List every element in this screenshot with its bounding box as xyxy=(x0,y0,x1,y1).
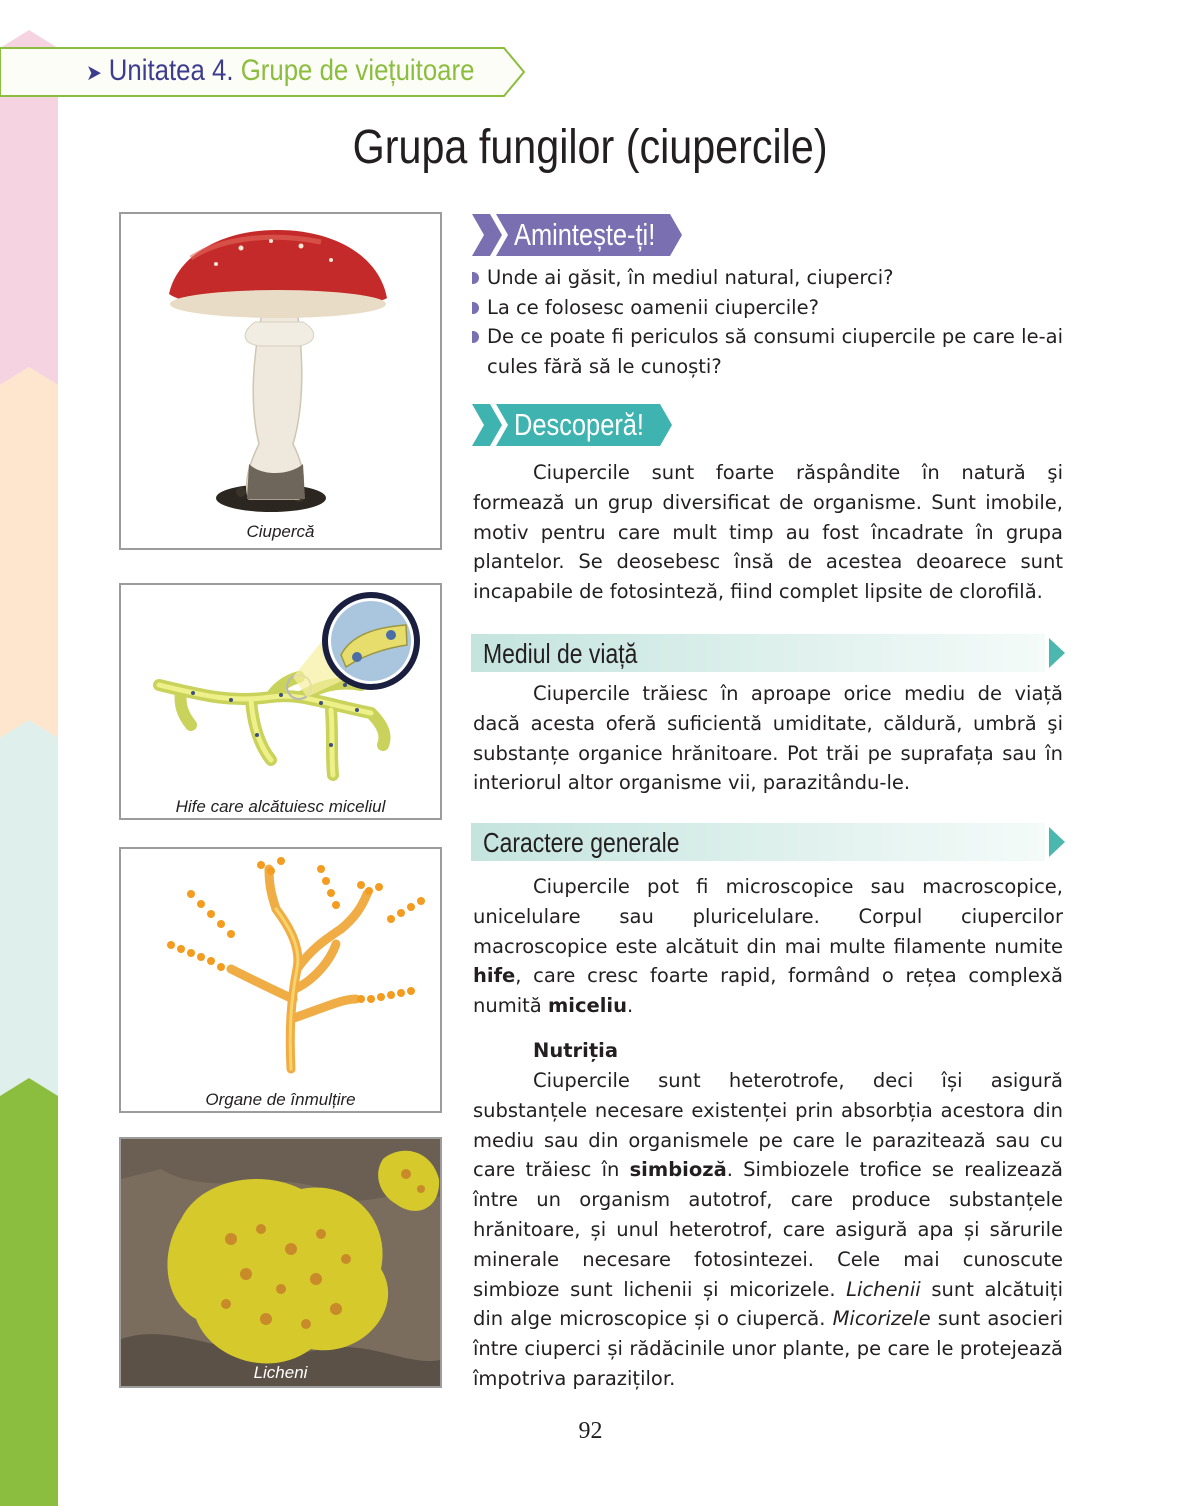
figure-lichens xyxy=(119,1137,442,1388)
remember-label: Amintește-ți! xyxy=(472,214,682,256)
figure-caption: Hife care alcătuiesc miceliul xyxy=(175,797,386,816)
reproductive-organs-illustration xyxy=(121,849,442,1113)
list-item: De ce poate fi periculos să consumi ciupercile pe care le-ai cules fără să le cunoști? xyxy=(471,322,1063,381)
unit-banner-text xyxy=(86,51,474,93)
remember-list xyxy=(471,263,1063,381)
figure-caption: Ciupercă xyxy=(246,522,315,541)
unit-topic: Grupe de viețuitoare xyxy=(240,54,475,87)
habitat-paragraph: Ciupercile trăiesc în aproape orice mediu de viață dacă acesta oferă suficientă umiditate, căldură, umbră şi substanțe organice hrănitoare. Pot trăi pe suprafața sau în interiorul altor organisme vii, parazitându-le. xyxy=(473,682,1063,795)
discover-label: Descoperă! xyxy=(472,404,672,446)
arrow-right-icon: ➤ xyxy=(86,60,102,85)
mushroom-illustration xyxy=(121,214,442,550)
list-item: La ce folosesc oamenii ciupercile? xyxy=(471,293,1063,323)
figure-hyphae xyxy=(119,583,442,820)
figure-reproductive-organs xyxy=(119,847,442,1113)
figure-caption: Licheni xyxy=(253,1363,308,1382)
section-general-heading: Caractere generale xyxy=(471,823,1065,861)
unit-label: Unitatea 4. xyxy=(108,54,234,87)
lichens-illustration xyxy=(121,1139,442,1388)
page-number: 92 xyxy=(578,1418,603,1444)
nutrition-paragraph: Ciupercile sunt heterotrofe, deci își asigură substanțele necesare existenței prin absorbția acestora din mediu sau din organismele pe care le parazitează sau cu care trăiesc în simbioză. Simbiozele trofice se realizează între un organism autotrof, care produce substanțele hrănitoare, și unul heterotrof, care asigură apa și sărurile minerale necesare fotosintezei. Cele mai cunoscute simbioze sunt lichenii și micorizele. Lichenii sunt alcătuiți din alge microscopice și o ciupercă. Micorizele sunt asocieri între ciuperci și rădăcinile unor plante, pe care le protejează împotriva paraziților. xyxy=(473,1069,1064,1390)
general-paragraph: Ciupercile pot fi microscopice sau macroscopice, unicelulare sau pluricelulare. Corpul ciupercilor macroscopice este alcătuit din mai multe filamente numite hife, care cresc foarte rapid, formând o rețea complexă numită miceliu. xyxy=(473,875,1063,1018)
discover-paragraph: Ciupercile sunt foarte răspândite în natură şi formează un grup diversificat de organisme. Sunt imobile, motiv pentru care mult timp au fost încadrate în grupa plantelor. Se deosebesc însă de acestea deoarece sunt incapabile de fotosinteză, fiind complet lipsite de clorofilă. xyxy=(473,461,1063,604)
section-habitat-heading: Mediul de viață xyxy=(471,634,1065,672)
page-title: Grupa fungilor (ciupercile) xyxy=(353,121,828,174)
figure-mushroom xyxy=(119,212,442,550)
list-item: Unde ai găsit, în mediul natural, ciuperci? xyxy=(471,263,1063,293)
nutrition-heading: Nutriția xyxy=(533,1039,618,1062)
hyphae-illustration xyxy=(121,585,442,820)
figure-caption: Organe de înmulțire xyxy=(205,1090,356,1109)
sidebar-decoration xyxy=(0,0,58,1506)
